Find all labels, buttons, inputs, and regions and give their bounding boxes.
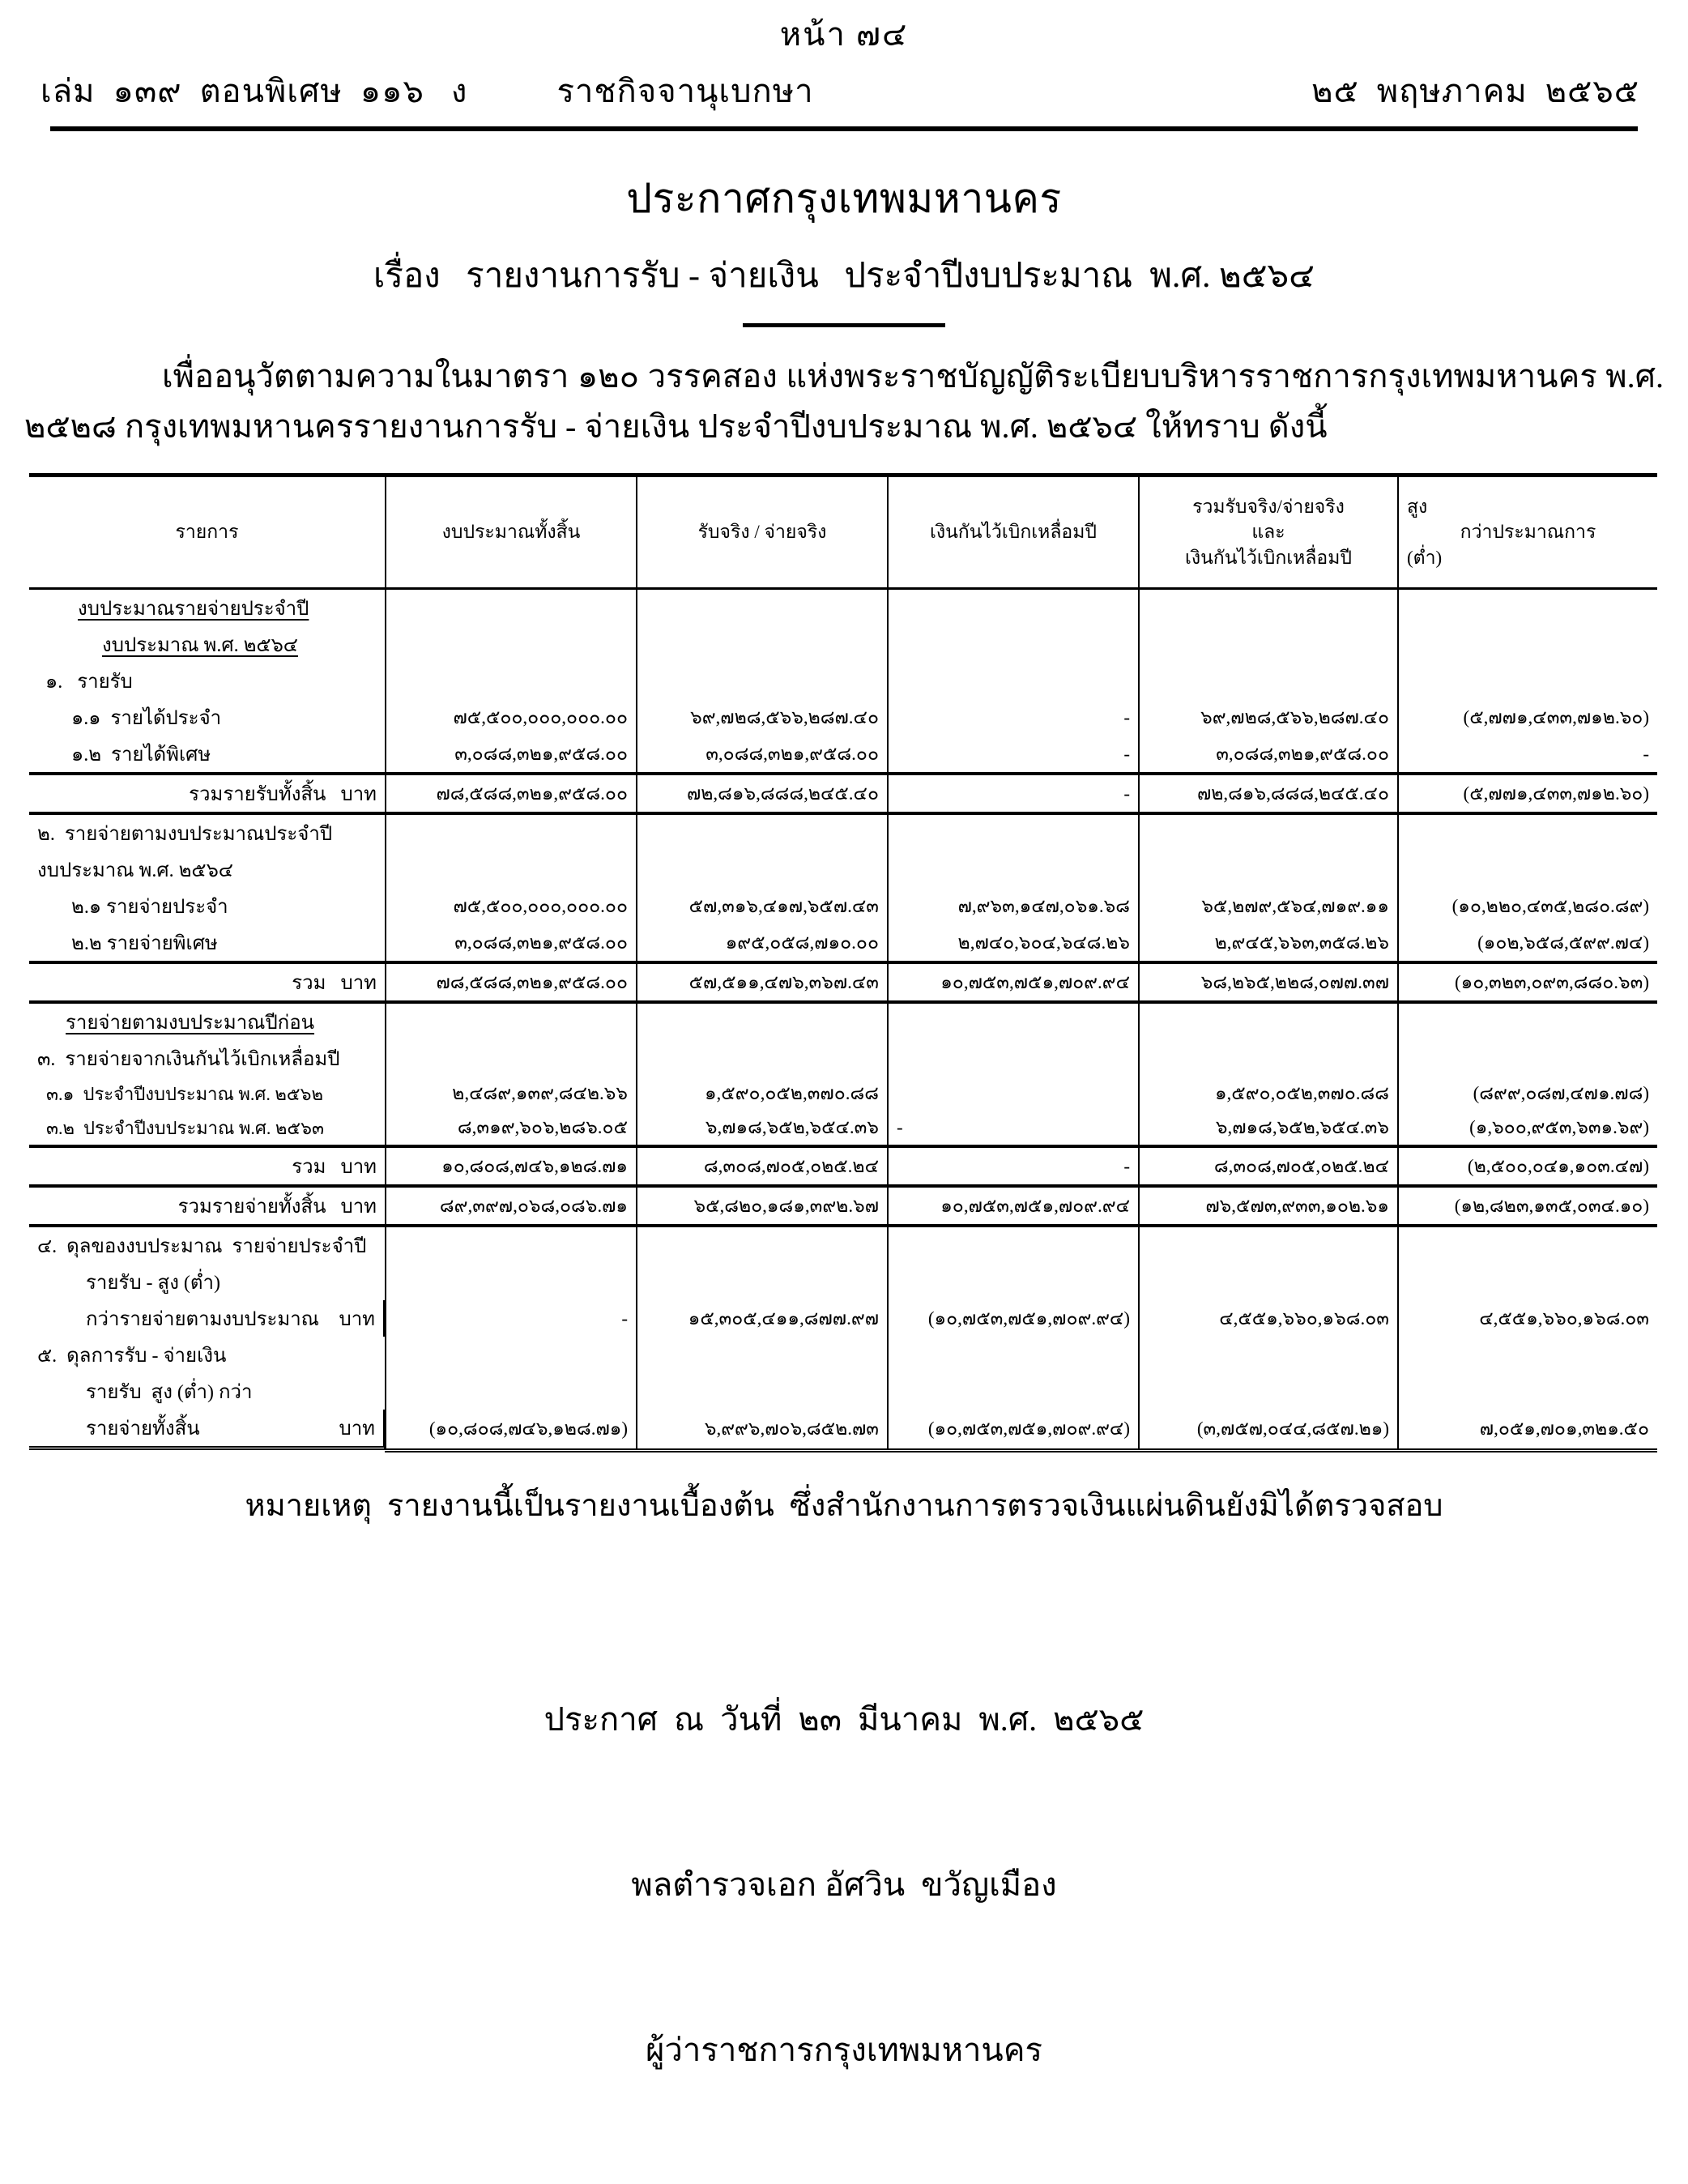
cell-carryover: ๗,๙๖๓,๑๔๗,๐๖๑.๖๘	[888, 888, 1139, 924]
section-a-heading-line2	[29, 626, 386, 663]
column-header-carryover: เงินกันไว้เบิกเหลื่อมปี	[888, 476, 1139, 589]
cell-budget: ๓,๐๘๘,๓๒๑,๙๕๘.๐๐	[386, 924, 637, 962]
cell-actual	[637, 1040, 888, 1077]
cell-total	[1139, 1226, 1398, 1264]
document-subject: เรื่อง รายงานการรับ - จ่ายเงิน ประจำปีงบประมาณ พ.ศ. ๒๕๖๔	[373, 258, 1315, 295]
cell-total	[1139, 589, 1398, 627]
row-label-3-2: ๓.๒ ประจำปีงบประมาณ พ.ศ. ๒๕๖๓	[29, 1111, 386, 1146]
signer-name: พลตำรวจเอก อัศวิน ขวัญเมือง	[631, 1866, 1057, 1903]
section-e-heading-line3-text: รายจ่ายทั้งสิ้น	[86, 1418, 200, 1440]
cell-budget	[386, 813, 637, 851]
cell-actual	[637, 626, 888, 663]
cell-budget: ๗๘,๕๘๘,๓๒๑,๙๕๘.๐๐	[386, 962, 637, 1002]
cell-actual: ๑,๕๙๐,๐๕๒,๓๗๐.๘๘	[637, 1077, 888, 1111]
row-label-total-b: รวม บาท	[29, 962, 386, 1002]
section-d-unit-label: บาท	[339, 1309, 375, 1330]
cell-budget: -	[386, 1300, 637, 1337]
cell-variance	[1398, 663, 1657, 699]
table-row-subtotal-payments	[29, 962, 1657, 1002]
masthead-divider	[50, 126, 1638, 131]
cell-total	[1139, 813, 1398, 851]
cell-variance: (๕,๗๗๑,๔๓๓,๗๑๒.๖๐)	[1398, 774, 1657, 813]
table-row	[29, 589, 1657, 627]
column-header-total-line3: เงินกันไว้เบิกเหลื่อมปี	[1184, 547, 1353, 568]
cell-carryover: -	[888, 1111, 1139, 1146]
cell-carryover: (๑๐,๗๕๓,๗๕๑,๗๐๙.๙๔)	[888, 1300, 1139, 1337]
cell-carryover	[888, 1226, 1139, 1264]
table-row	[29, 1226, 1657, 1264]
cell-variance: ๗,๐๕๑,๗๐๑,๓๒๑.๕๐	[1398, 1410, 1657, 1450]
cell-actual	[637, 589, 888, 627]
section-d-heading-line3	[29, 1300, 385, 1337]
cell-variance	[1398, 1226, 1657, 1264]
table-row	[29, 924, 1657, 962]
cell-budget: ๗๕,๕๐๐,๐๐๐,๐๐๐.๐๐	[386, 699, 637, 736]
cell-variance: (๕,๗๗๑,๔๓๓,๗๑๒.๖๐)	[1398, 699, 1657, 736]
cell-budget	[386, 1264, 637, 1300]
cell-total	[1139, 1337, 1398, 1373]
cell-total: ๖,๗๑๘,๖๕๒,๖๕๔.๓๖	[1139, 1111, 1398, 1146]
cell-carryover	[888, 1264, 1139, 1300]
cell-variance: ๔,๕๕๑,๖๖๐,๑๖๘.๐๓	[1398, 1300, 1657, 1337]
cell-variance	[1398, 813, 1657, 851]
table-row-subtotal-receipts	[29, 774, 1657, 813]
cell-total: ๗๖,๕๗๓,๙๓๓,๑๐๒.๖๑	[1139, 1186, 1398, 1226]
cell-variance	[1398, 1373, 1657, 1410]
cell-carryover: (๑๐,๗๕๓,๗๕๑,๗๐๙.๙๔)	[888, 1410, 1139, 1450]
title-divider	[743, 323, 945, 327]
section-c-heading-line1	[29, 1002, 386, 1040]
row-label-total-receipts: รวมรายรับทั้งสิ้น บาท	[29, 774, 386, 813]
table-row	[29, 1264, 1657, 1300]
cell-actual: ๘,๓๐๘,๗๐๕,๐๒๕.๒๔	[637, 1146, 888, 1186]
cell-carryover	[888, 663, 1139, 699]
cell-carryover: -	[888, 1146, 1139, 1186]
cell-total	[1139, 663, 1398, 699]
row-label-total-c: รวม บาท	[29, 1146, 386, 1186]
cell-actual: ๑๕,๓๐๕,๔๑๑,๘๗๗.๙๗	[637, 1300, 888, 1337]
row-label-3-1: ๓.๑ ประจำปีงบประมาณ พ.ศ. ๒๕๖๒	[29, 1077, 386, 1111]
row-label-1-1: ๑.๑ รายได้ประจำ	[29, 699, 386, 736]
column-header-variance-line1: สูง	[1407, 497, 1428, 518]
cell-variance: (๑๐๒,๖๕๘,๕๙๙.๗๔)	[1398, 924, 1657, 962]
table-row-balance-budget	[29, 1300, 1657, 1337]
cell-variance	[1398, 1040, 1657, 1077]
cell-budget	[386, 626, 637, 663]
announcement-date: ประกาศ ณ วันที่ ๒๓ มีนาคม พ.ศ. ๒๕๖๕	[543, 1700, 1145, 1738]
cell-carryover: ๒,๗๔๐,๖๐๔,๖๔๘.๒๖	[888, 924, 1139, 962]
column-header-total-line2: และ	[1251, 522, 1285, 543]
cell-total: (๓,๗๕๗,๐๔๔,๘๕๗.๒๑)	[1139, 1410, 1398, 1450]
section-d-heading-line1: ๔. ดุลของงบประมาณ รายจ่ายประจำปี	[29, 1226, 386, 1264]
table-row	[29, 736, 1657, 774]
preamble-text: เพื่ออนุวัตตามความในมาตรา ๑๒๐ วรรคสอง แห่งพระราชบัญญัติระเบียบบริหารราชการกรุงเทพมหานคร พ.ศ. ๒๕๒๘ กรุงเทพมหานครรายงานการรับ - จ่ายเงิน ประจำปีงบประมาณ พ.ศ. ๒๕๖๔ ให้ทราบ ดังนี้	[24, 358, 1664, 445]
cell-budget: ๓,๐๘๘,๓๒๑,๙๕๘.๐๐	[386, 736, 637, 774]
preamble-paragraph	[24, 352, 1664, 452]
cell-total	[1139, 1373, 1398, 1410]
cell-variance	[1398, 1337, 1657, 1373]
cell-budget: ๘,๓๑๙,๖๐๖,๒๘๖.๐๕	[386, 1111, 637, 1146]
cell-carryover	[888, 813, 1139, 851]
table-row-grand-total-payments	[29, 1186, 1657, 1226]
table-row	[29, 699, 1657, 736]
table-row	[29, 813, 1657, 851]
column-header-total	[1139, 476, 1398, 589]
cell-variance	[1398, 851, 1657, 888]
table-row	[29, 1373, 1657, 1410]
row-label-grand-total: รวมรายจ่ายทั้งสิ้น บาท	[29, 1186, 386, 1226]
cell-total	[1139, 1002, 1398, 1040]
table-row-balance-cash	[29, 1410, 1657, 1450]
cell-variance: -	[1398, 736, 1657, 774]
cell-carryover: -	[888, 699, 1139, 736]
section-c-heading-line1-text: รายจ่ายตามงบประมาณปีก่อน	[66, 1013, 315, 1034]
cell-carryover	[888, 1040, 1139, 1077]
table-row	[29, 626, 1657, 663]
column-header-variance-line3: (ต่ำ)	[1407, 547, 1443, 568]
section-e-heading-line2: รายรับ สูง (ต่ำ) กว่า	[29, 1373, 386, 1410]
cell-variance: (๑๐,๒๒๐,๔๓๕,๒๘๐.๘๙)	[1398, 888, 1657, 924]
document-title: ประกาศกรุงเทพมหานคร	[626, 176, 1062, 221]
cell-actual	[637, 813, 888, 851]
cell-budget	[386, 1226, 637, 1264]
table-row	[29, 851, 1657, 888]
table-row	[29, 888, 1657, 924]
cell-actual	[637, 1373, 888, 1410]
cell-carryover: -	[888, 736, 1139, 774]
cell-variance: (๑๐,๓๒๓,๐๙๓,๘๘๐.๖๓)	[1398, 962, 1657, 1002]
cell-carryover	[888, 1373, 1139, 1410]
signature-block	[0, 1586, 1688, 2184]
masthead-row	[32, 57, 1656, 117]
gazette-name-label: ราชกิจจานุเบกษา	[556, 73, 814, 109]
cell-total: ๖๙,๗๒๘,๕๖๖,๒๘๗.๔๐	[1139, 699, 1398, 736]
column-header-variance	[1398, 476, 1657, 589]
cell-variance: (๘๙๙,๐๘๗,๔๗๑.๗๘)	[1398, 1077, 1657, 1111]
cell-budget	[386, 851, 637, 888]
cell-budget: ๗๕,๕๐๐,๐๐๐,๐๐๐.๐๐	[386, 888, 637, 924]
cell-total: ๖๕,๒๗๙,๕๖๔,๗๑๙.๑๑	[1139, 888, 1398, 924]
row-label-1: ๑. รายรับ	[29, 663, 386, 699]
cell-carryover	[888, 626, 1139, 663]
cell-budget: (๑๐,๘๐๘,๗๔๖,๑๒๘.๗๑)	[386, 1410, 637, 1450]
table-header-row	[29, 476, 1657, 589]
cell-carryover	[888, 1002, 1139, 1040]
cell-carryover: -	[888, 774, 1139, 813]
cell-total	[1139, 851, 1398, 888]
column-header-total-line1: รวมรับจริง/จ่ายจริง	[1192, 497, 1345, 518]
cell-budget	[386, 1373, 637, 1410]
cell-actual: ๗๒,๘๑๖,๘๘๘,๒๔๕.๔๐	[637, 774, 888, 813]
cell-budget	[386, 589, 637, 627]
section-d-heading-line2: รายรับ - สูง (ต่ำ)	[29, 1264, 386, 1300]
column-header-budget: งบประมาณทั้งสิ้น	[386, 476, 637, 589]
cell-total: ๓,๐๘๘,๓๒๑,๙๕๘.๐๐	[1139, 736, 1398, 774]
cell-carryover	[888, 1077, 1139, 1111]
cell-actual	[637, 1264, 888, 1300]
row-label-2-1: ๒.๑ รายจ่ายประจำ	[29, 888, 386, 924]
cell-carryover	[888, 1337, 1139, 1373]
section-b-heading-line1: ๒. รายจ่ายตามงบประมาณประจำปี	[29, 813, 386, 851]
section-a-heading-line2-text: งบประมาณ พ.ศ. ๒๕๖๔	[102, 635, 298, 656]
cell-variance: (๑,๖๐๐,๙๕๓,๖๓๑.๖๙)	[1398, 1111, 1657, 1146]
table-row	[29, 1040, 1657, 1077]
column-header-item: รายการ	[29, 476, 386, 589]
section-d-heading-line3-text: กว่ารายจ่ายตามงบประมาณ	[86, 1309, 319, 1330]
cell-variance	[1398, 1264, 1657, 1300]
column-header-variance-line2: กว่าประมาณการ	[1460, 522, 1596, 543]
cell-carryover: ๑๐,๗๕๓,๗๕๑,๗๐๙.๙๔	[888, 962, 1139, 1002]
cell-actual: ๖,๙๙๖,๗๐๖,๘๕๒.๗๓	[637, 1410, 888, 1450]
page-number-label: หน้า ๗๔	[779, 16, 909, 53]
row-label-2-2: ๒.๒ รายจ่ายพิเศษ	[29, 924, 386, 962]
cell-variance	[1398, 1002, 1657, 1040]
cell-budget: ๘๙,๓๙๗,๐๖๘,๐๘๖.๗๑	[386, 1186, 637, 1226]
cell-variance: (๑๒,๘๒๓,๑๓๕,๐๓๔.๑๐)	[1398, 1186, 1657, 1226]
cell-actual	[637, 663, 888, 699]
receipts-payments-table	[29, 473, 1657, 1452]
cell-budget	[386, 1337, 637, 1373]
section-e-heading-line3	[29, 1410, 385, 1450]
masthead	[0, 0, 1688, 131]
cell-total: ๒,๙๔๕,๖๖๓,๓๕๘.๒๖	[1139, 924, 1398, 962]
cell-actual: ๕๗,๕๑๑,๔๗๖,๓๖๗.๔๓	[637, 962, 888, 1002]
cell-actual: ๖๕,๘๒๐,๑๘๑,๓๙๒.๖๗	[637, 1186, 888, 1226]
volume-label: เล่ม ๑๓๙ ตอนพิเศษ ๑๑๖ ง	[40, 73, 468, 109]
cell-budget: ๒,๔๘๙,๑๓๙,๘๔๒.๖๖	[386, 1077, 637, 1111]
table-row	[29, 1077, 1657, 1111]
cell-actual	[637, 1002, 888, 1040]
section-a-heading-line1-text: งบประมาณรายจ่ายประจำปี	[78, 599, 309, 620]
cell-budget: ๗๘,๕๘๘,๓๒๑,๙๕๘.๐๐	[386, 774, 637, 813]
cell-total: ๔,๕๕๑,๖๖๐,๑๖๘.๐๓	[1139, 1300, 1398, 1337]
cell-carryover	[888, 851, 1139, 888]
cell-variance: (๒,๕๐๐,๐๔๑,๑๐๓.๔๗)	[1398, 1146, 1657, 1186]
table-row	[29, 663, 1657, 699]
section-e-unit-label: บาท	[339, 1418, 375, 1440]
cell-total: ๖๘,๒๖๕,๒๒๘,๐๗๗.๓๗	[1139, 962, 1398, 1002]
cell-actual: ๕๗,๓๑๖,๔๑๗,๖๕๗.๔๓	[637, 888, 888, 924]
cell-total	[1139, 1264, 1398, 1300]
cell-actual	[637, 851, 888, 888]
column-header-actual: รับจริง / จ่ายจริง	[637, 476, 888, 589]
cell-total	[1139, 626, 1398, 663]
cell-actual: ๖๙,๗๒๘,๕๖๖,๒๘๗.๔๐	[637, 699, 888, 736]
cell-actual	[637, 1337, 888, 1373]
row-label-1-2: ๑.๒ รายได้พิเศษ	[29, 736, 386, 774]
cell-total: ๗๒,๘๑๖,๘๘๘,๒๔๕.๔๐	[1139, 774, 1398, 813]
cell-total	[1139, 1040, 1398, 1077]
cell-budget: ๑๐,๘๐๘,๗๔๖,๑๒๘.๗๑	[386, 1146, 637, 1186]
table-row	[29, 1111, 1657, 1146]
cell-actual: ๖,๗๑๘,๖๕๒,๖๕๔.๓๖	[637, 1111, 888, 1146]
cell-actual: ๑๙๕,๐๕๘,๗๑๐.๐๐	[637, 924, 888, 962]
section-c-heading-line2: ๓. รายจ่ายจากเงินกันไว้เบิกเหลื่อมปี	[29, 1040, 386, 1077]
table-row-subtotal-prior	[29, 1146, 1657, 1186]
table-row	[29, 1002, 1657, 1040]
signer-title: ผู้ว่าราชการกรุงเทพมหานคร	[645, 2031, 1043, 2068]
table-row	[29, 1337, 1657, 1373]
cell-actual: ๓,๐๘๘,๓๒๑,๙๕๘.๐๐	[637, 736, 888, 774]
cell-actual	[637, 1226, 888, 1264]
cell-budget	[386, 663, 637, 699]
cell-carryover: ๑๐,๗๕๓,๗๕๑,๗๐๙.๙๔	[888, 1186, 1139, 1226]
cell-budget	[386, 1002, 637, 1040]
cell-total: ๑,๕๙๐,๐๕๒,๓๗๐.๘๘	[1139, 1077, 1398, 1111]
section-e-heading-line1: ๕. ดุลการรับ - จ่ายเงิน	[29, 1337, 386, 1373]
publication-date-label: ๒๕ พฤษภาคม ๒๕๖๕	[1311, 73, 1639, 109]
cell-total: ๘,๓๐๘,๗๐๕,๐๒๕.๒๔	[1139, 1146, 1398, 1186]
cell-variance	[1398, 589, 1657, 627]
section-b-heading-line2: งบประมาณ พ.ศ. ๒๕๖๔	[29, 851, 386, 888]
cell-variance	[1398, 626, 1657, 663]
section-a-heading-line1	[29, 589, 386, 627]
cell-budget	[386, 1040, 637, 1077]
footnote-text: หมายเหตุ รายงานนี้เป็นรายงานเบื้องต้น ซึ่งสำนักงานการตรวจเงินแผ่นดินยังมิได้ตรวจสอบ	[245, 1488, 1443, 1523]
cell-carryover	[888, 589, 1139, 627]
